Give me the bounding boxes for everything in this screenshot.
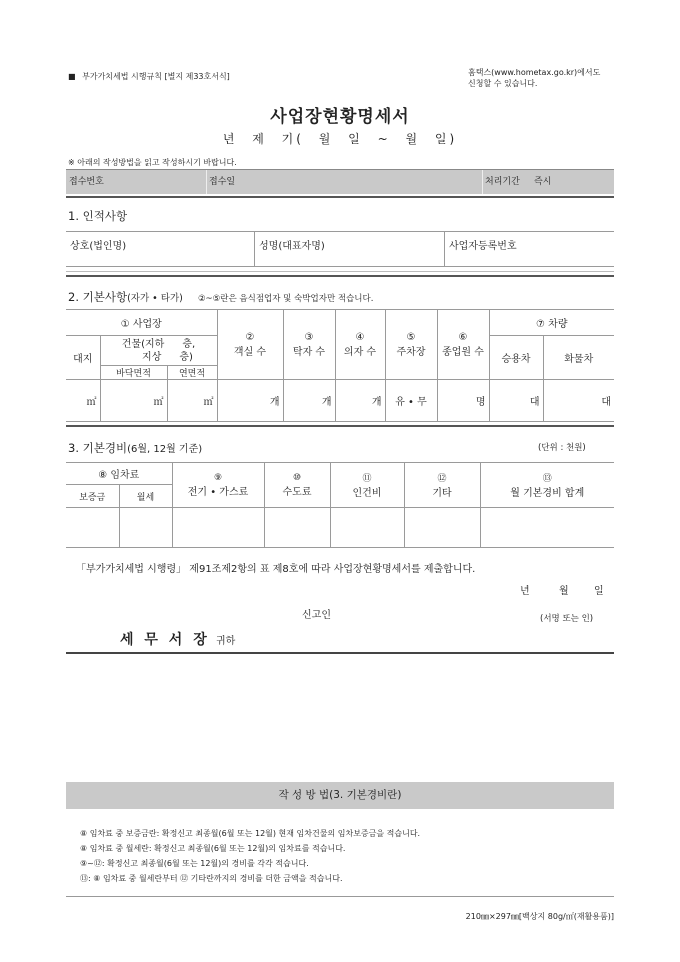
basic-info-table bbox=[66, 309, 614, 422]
monthly-rent-header: 월세 bbox=[119, 485, 172, 508]
water-input[interactable] bbox=[264, 508, 330, 548]
tables-header: ③ 탁자 수 bbox=[283, 310, 335, 380]
section2-title-main: 2. 기본사항 bbox=[68, 290, 128, 304]
land-header: 대지 bbox=[66, 336, 100, 380]
tax-period: 년 제 기( 월 일 ~ 월 일) bbox=[222, 132, 458, 146]
personal-info-table bbox=[66, 231, 614, 267]
land-input[interactable]: ㎡ bbox=[66, 380, 100, 422]
passenger-car-input[interactable]: 대 bbox=[489, 380, 543, 422]
hometax-note-line1: 홈택스(www.hometax.go.kr)에서도 bbox=[468, 68, 601, 77]
instruction-note: ※ 아래의 작성방법을 읽고 작성하시기 바랍니다. bbox=[68, 158, 237, 167]
monthly-total-input[interactable] bbox=[480, 508, 614, 548]
processing-period-value: 즉시 bbox=[534, 177, 552, 187]
tables-input[interactable]: 개 bbox=[283, 380, 335, 422]
instructions-title-sub: (3. 기본경비란) bbox=[329, 789, 402, 801]
passenger-car-header: 승용차 bbox=[489, 336, 543, 380]
section1-title: 1. 인적사항 bbox=[68, 209, 128, 223]
vehicle-header: ⑦ 차량 bbox=[489, 310, 614, 336]
business-name-field[interactable] bbox=[66, 232, 255, 267]
section-rule bbox=[66, 196, 614, 198]
instructions-header bbox=[66, 782, 614, 809]
form-reference bbox=[68, 71, 230, 82]
employees-input[interactable]: 명 bbox=[437, 380, 489, 422]
other-header: ⑫ 기타 bbox=[404, 463, 480, 508]
employees-header: ⑥ 종업원 수 bbox=[437, 310, 489, 380]
instruction-item: ⑬: ⑧ 임차료 중 월세란부터 ⑫ 기타란까지의 경비를 더한 금액을 적습니다. bbox=[80, 874, 343, 883]
section3-title bbox=[68, 437, 202, 456]
business-name-label: 상호(법인명) bbox=[70, 241, 127, 252]
monthly-rent-input[interactable] bbox=[119, 508, 172, 548]
date-day: 일 bbox=[594, 586, 604, 597]
section-rule bbox=[66, 271, 614, 272]
receipt-divider bbox=[482, 170, 483, 194]
utilities-input[interactable] bbox=[172, 508, 264, 548]
representative-name-field[interactable] bbox=[255, 232, 445, 267]
representative-name-label: 성명(대표자명) bbox=[259, 241, 325, 252]
instructions-list bbox=[80, 826, 420, 886]
hometax-note-line2: 신청할 수 있습니다. bbox=[468, 79, 538, 88]
receipt-box bbox=[66, 169, 614, 194]
paper-spec: 210㎜×297㎜[백상지 80g/㎡(재활용품)] bbox=[465, 912, 614, 921]
reporter-label: 신고인 bbox=[302, 610, 331, 621]
unit-note: (단위 : 천원) bbox=[538, 443, 586, 453]
monthly-total-header: ⑬ 월 기본경비 합계 bbox=[480, 463, 614, 508]
labor-header: ⑪ 인건비 bbox=[330, 463, 404, 508]
section2-title bbox=[68, 286, 373, 305]
parking-header: ⑤ 주차장 bbox=[385, 310, 437, 380]
section3-title-main: 3. 기본경비 bbox=[68, 441, 128, 455]
receipt-date-label: 접수일 bbox=[209, 177, 236, 187]
deposit-header: 보증금 bbox=[66, 485, 119, 508]
processing-period-label: 처리기간 bbox=[485, 177, 520, 187]
parking-input[interactable]: 유 • 무 bbox=[385, 380, 437, 422]
total-area-input[interactable]: ㎡ bbox=[167, 380, 217, 422]
rent-header: ⑧ 임차료 bbox=[66, 463, 172, 485]
building-header: 건물(지하 층, 지상 층) bbox=[100, 336, 217, 366]
tax-office-label: 세 무 서 장 bbox=[120, 632, 210, 648]
chairs-input[interactable]: 개 bbox=[335, 380, 385, 422]
declaration-rule bbox=[66, 652, 614, 654]
utilities-header: ⑨ 전기 • 가스료 bbox=[172, 463, 264, 508]
rooms-header: ② 객실 수 bbox=[217, 310, 283, 380]
instruction-item: ⑧ 임차료 중 보증금란: 확정신고 최종월(6월 또는 12월) 현재 임차건물의 임차보증금을 적습니다. bbox=[80, 829, 421, 838]
date-month: 월 bbox=[559, 586, 569, 597]
section2-note: ②~⑤란은 음식점업자 및 숙박업자만 적습니다. bbox=[197, 294, 374, 304]
floor-area-input[interactable]: ㎡ bbox=[100, 380, 167, 422]
section-rule bbox=[66, 425, 614, 427]
deposit-input[interactable] bbox=[66, 508, 119, 548]
declaration-statement: 「부가가치세법 시행령」 제91조제2항의 표 제8호에 따라 사업장현황명세서를 제출합니다. bbox=[76, 564, 476, 575]
other-input[interactable] bbox=[404, 508, 480, 548]
page-title: 사업장현황명세서 bbox=[270, 107, 410, 127]
square-bullet-icon: ■ bbox=[68, 72, 76, 81]
truck-input[interactable]: 대 bbox=[543, 380, 614, 422]
signature-note: (서명 또는 인) bbox=[540, 614, 594, 624]
floor-area-header: 바닥면적 bbox=[100, 366, 167, 380]
receipt-divider bbox=[206, 170, 207, 194]
water-header: ⑩ 수도료 bbox=[264, 463, 330, 508]
footer-rule bbox=[66, 896, 614, 897]
site-header: ① 사업장 bbox=[66, 310, 217, 336]
truck-header: 화물차 bbox=[543, 336, 614, 380]
business-reg-number-label: 사업자등록번호 bbox=[449, 241, 517, 252]
business-reg-number-field[interactable] bbox=[445, 232, 615, 267]
honorific-label: 귀하 bbox=[216, 636, 236, 647]
chairs-header: ④ 의자 수 bbox=[335, 310, 385, 380]
instruction-item: ⑧ 임차료 중 월세란: 확정신고 최종월(6월 또는 12월)의 임차료를 적습니다. bbox=[80, 844, 346, 853]
section3-title-sub: (6월, 12월 기준) bbox=[127, 444, 203, 455]
receipt-number-label: 접수번호 bbox=[69, 177, 104, 187]
rooms-input[interactable]: 개 bbox=[217, 380, 283, 422]
instructions-title-main: 작 성 방 법 bbox=[278, 789, 330, 801]
total-area-header: 연면적 bbox=[167, 366, 217, 380]
hometax-note bbox=[468, 67, 600, 89]
section-rule bbox=[66, 275, 614, 277]
form-reference-text: 부가가치세법 시행규칙 [별지 제33호서식] bbox=[82, 72, 230, 81]
date-year: 년 bbox=[520, 586, 530, 597]
section2-title-sub: (자가 • 타가) bbox=[127, 293, 183, 304]
expenses-table bbox=[66, 462, 614, 548]
labor-input[interactable] bbox=[330, 508, 404, 548]
instruction-item: ⑨~⑫: 확정신고 최종월(6월 또는 12월)의 경비를 각각 적습니다. bbox=[80, 859, 309, 868]
